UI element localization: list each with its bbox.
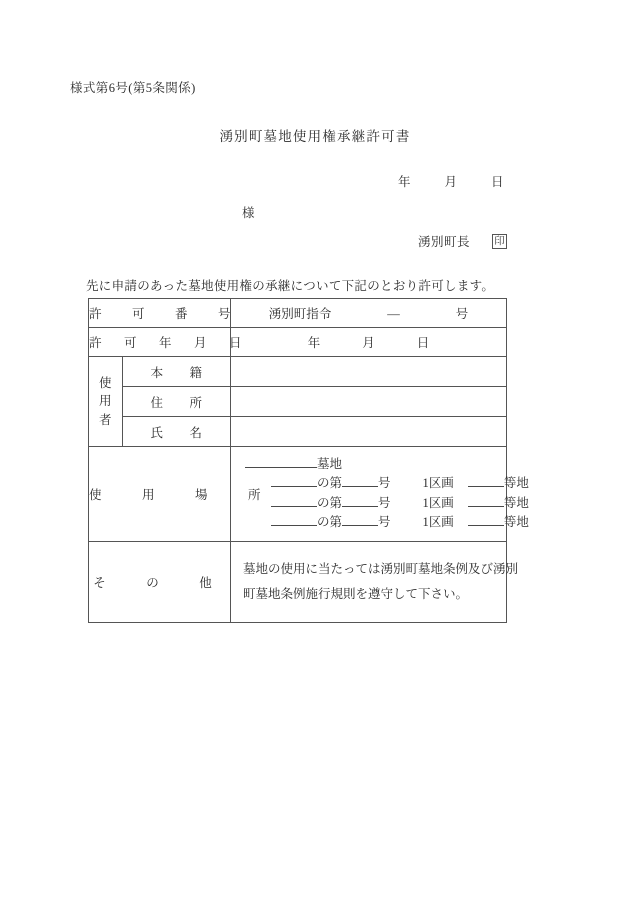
place-detail-line-3 xyxy=(245,513,529,532)
table-row-place xyxy=(89,447,507,542)
place-cemetery-suffix: 墓地 xyxy=(317,457,343,471)
place-section-count-2: 1区画 xyxy=(422,495,454,510)
permit-details-table xyxy=(88,298,529,623)
user-label-char-1: 使 xyxy=(98,376,112,391)
issue-date-line xyxy=(398,172,504,190)
place-of-3: の第 xyxy=(317,515,343,530)
place-number-blank-1[interactable] xyxy=(342,486,378,487)
addressee-line xyxy=(242,203,255,221)
place-section-value[interactable] xyxy=(231,447,529,542)
addressee-suffix: 様 xyxy=(242,206,255,220)
user-label-char-3: 者 xyxy=(98,412,112,427)
seal-stamp-icon: 印 xyxy=(492,234,507,249)
permit-date-value xyxy=(231,328,507,357)
table-row-user-name xyxy=(89,417,507,447)
table-row-permit-date xyxy=(89,328,507,357)
permit-date-label: 許 可 年 月 日 xyxy=(89,328,231,357)
user-honseki-value[interactable] xyxy=(231,357,507,387)
place-lines xyxy=(231,447,529,541)
permit-number-value xyxy=(231,299,507,328)
issue-date-month: 月 xyxy=(444,175,458,189)
place-grade-blank-2[interactable] xyxy=(468,506,504,507)
place-of-2: の第 xyxy=(317,495,343,510)
place-number-blank-2[interactable] xyxy=(342,506,378,507)
user-label-char-2: 用 xyxy=(98,394,112,409)
other-notice-line-2: 町墓地条例施行規則を遵守して下さい。 xyxy=(243,586,469,601)
table-row-other xyxy=(89,541,507,622)
place-section-count-1: 1区画 xyxy=(422,476,454,491)
issue-date-year: 年 xyxy=(398,175,411,189)
place-grade-suffix-2: 等地 xyxy=(503,495,529,510)
user-name-label: 氏 名 xyxy=(123,417,231,447)
permit-date-day: 日 xyxy=(416,336,430,350)
table-row-permit-number xyxy=(89,299,507,328)
table-row-user-address xyxy=(89,387,507,417)
place-detail-line-1 xyxy=(245,474,529,493)
place-grade-blank-1[interactable] xyxy=(468,486,504,487)
issuer-line xyxy=(418,232,507,250)
place-number-suffix-1: 号 xyxy=(378,476,391,491)
user-name-value[interactable] xyxy=(231,417,507,447)
permit-number-prefix: 湧別町指令 xyxy=(268,307,332,321)
place-grade-suffix-3: 等地 xyxy=(503,515,529,530)
place-detail-line-2 xyxy=(245,494,529,513)
form-number-label: 様式第6号(第5条関係) xyxy=(70,81,196,95)
place-number-suffix-2: 号 xyxy=(378,495,391,510)
place-section-label: 使 用 場 所 xyxy=(89,447,231,542)
user-address-label: 住 所 xyxy=(123,387,231,417)
place-number-blank-3[interactable] xyxy=(342,525,378,526)
place-cemetery-blank[interactable] xyxy=(245,467,317,468)
permit-date-month: 月 xyxy=(362,336,375,350)
place-number-suffix-3: 号 xyxy=(378,515,391,530)
table-row-user-honseki xyxy=(89,357,507,387)
permit-number-suffix: 号 xyxy=(455,307,469,321)
permit-number-dash: ― xyxy=(387,307,400,321)
permit-number-label: 許 可 番 号 xyxy=(89,299,231,328)
place-grade-suffix-1: 等地 xyxy=(503,476,529,491)
place-of-1: の第 xyxy=(317,476,343,491)
place-cemetery-line xyxy=(245,455,506,474)
place-section-count-3: 1区画 xyxy=(422,515,454,530)
document-title: 湧別町墓地使用権承継許可書 xyxy=(219,129,411,144)
other-notice-line-1: 墓地の使用に当たっては湧別町墓地条例及び湧別 xyxy=(243,561,519,576)
place-block-blank-1[interactable] xyxy=(271,486,317,487)
other-section-label: そ の 他 xyxy=(89,541,231,622)
user-section-label xyxy=(89,357,123,447)
place-grade-blank-3[interactable] xyxy=(468,525,504,526)
issuer-name: 湧別町長 xyxy=(418,235,471,249)
body-sentence: 先に申請のあった墓地使用権の承継について下記のとおり許可します。 xyxy=(86,279,495,293)
user-address-value[interactable] xyxy=(231,387,507,417)
other-section-value xyxy=(231,541,519,622)
issue-date-day: 日 xyxy=(491,175,504,189)
user-honseki-label: 本 籍 xyxy=(123,357,231,387)
other-notice-text xyxy=(231,545,519,619)
place-block-blank-2[interactable] xyxy=(271,506,317,507)
place-block-blank-3[interactable] xyxy=(271,525,317,526)
permit-date-year: 年 xyxy=(307,336,321,350)
